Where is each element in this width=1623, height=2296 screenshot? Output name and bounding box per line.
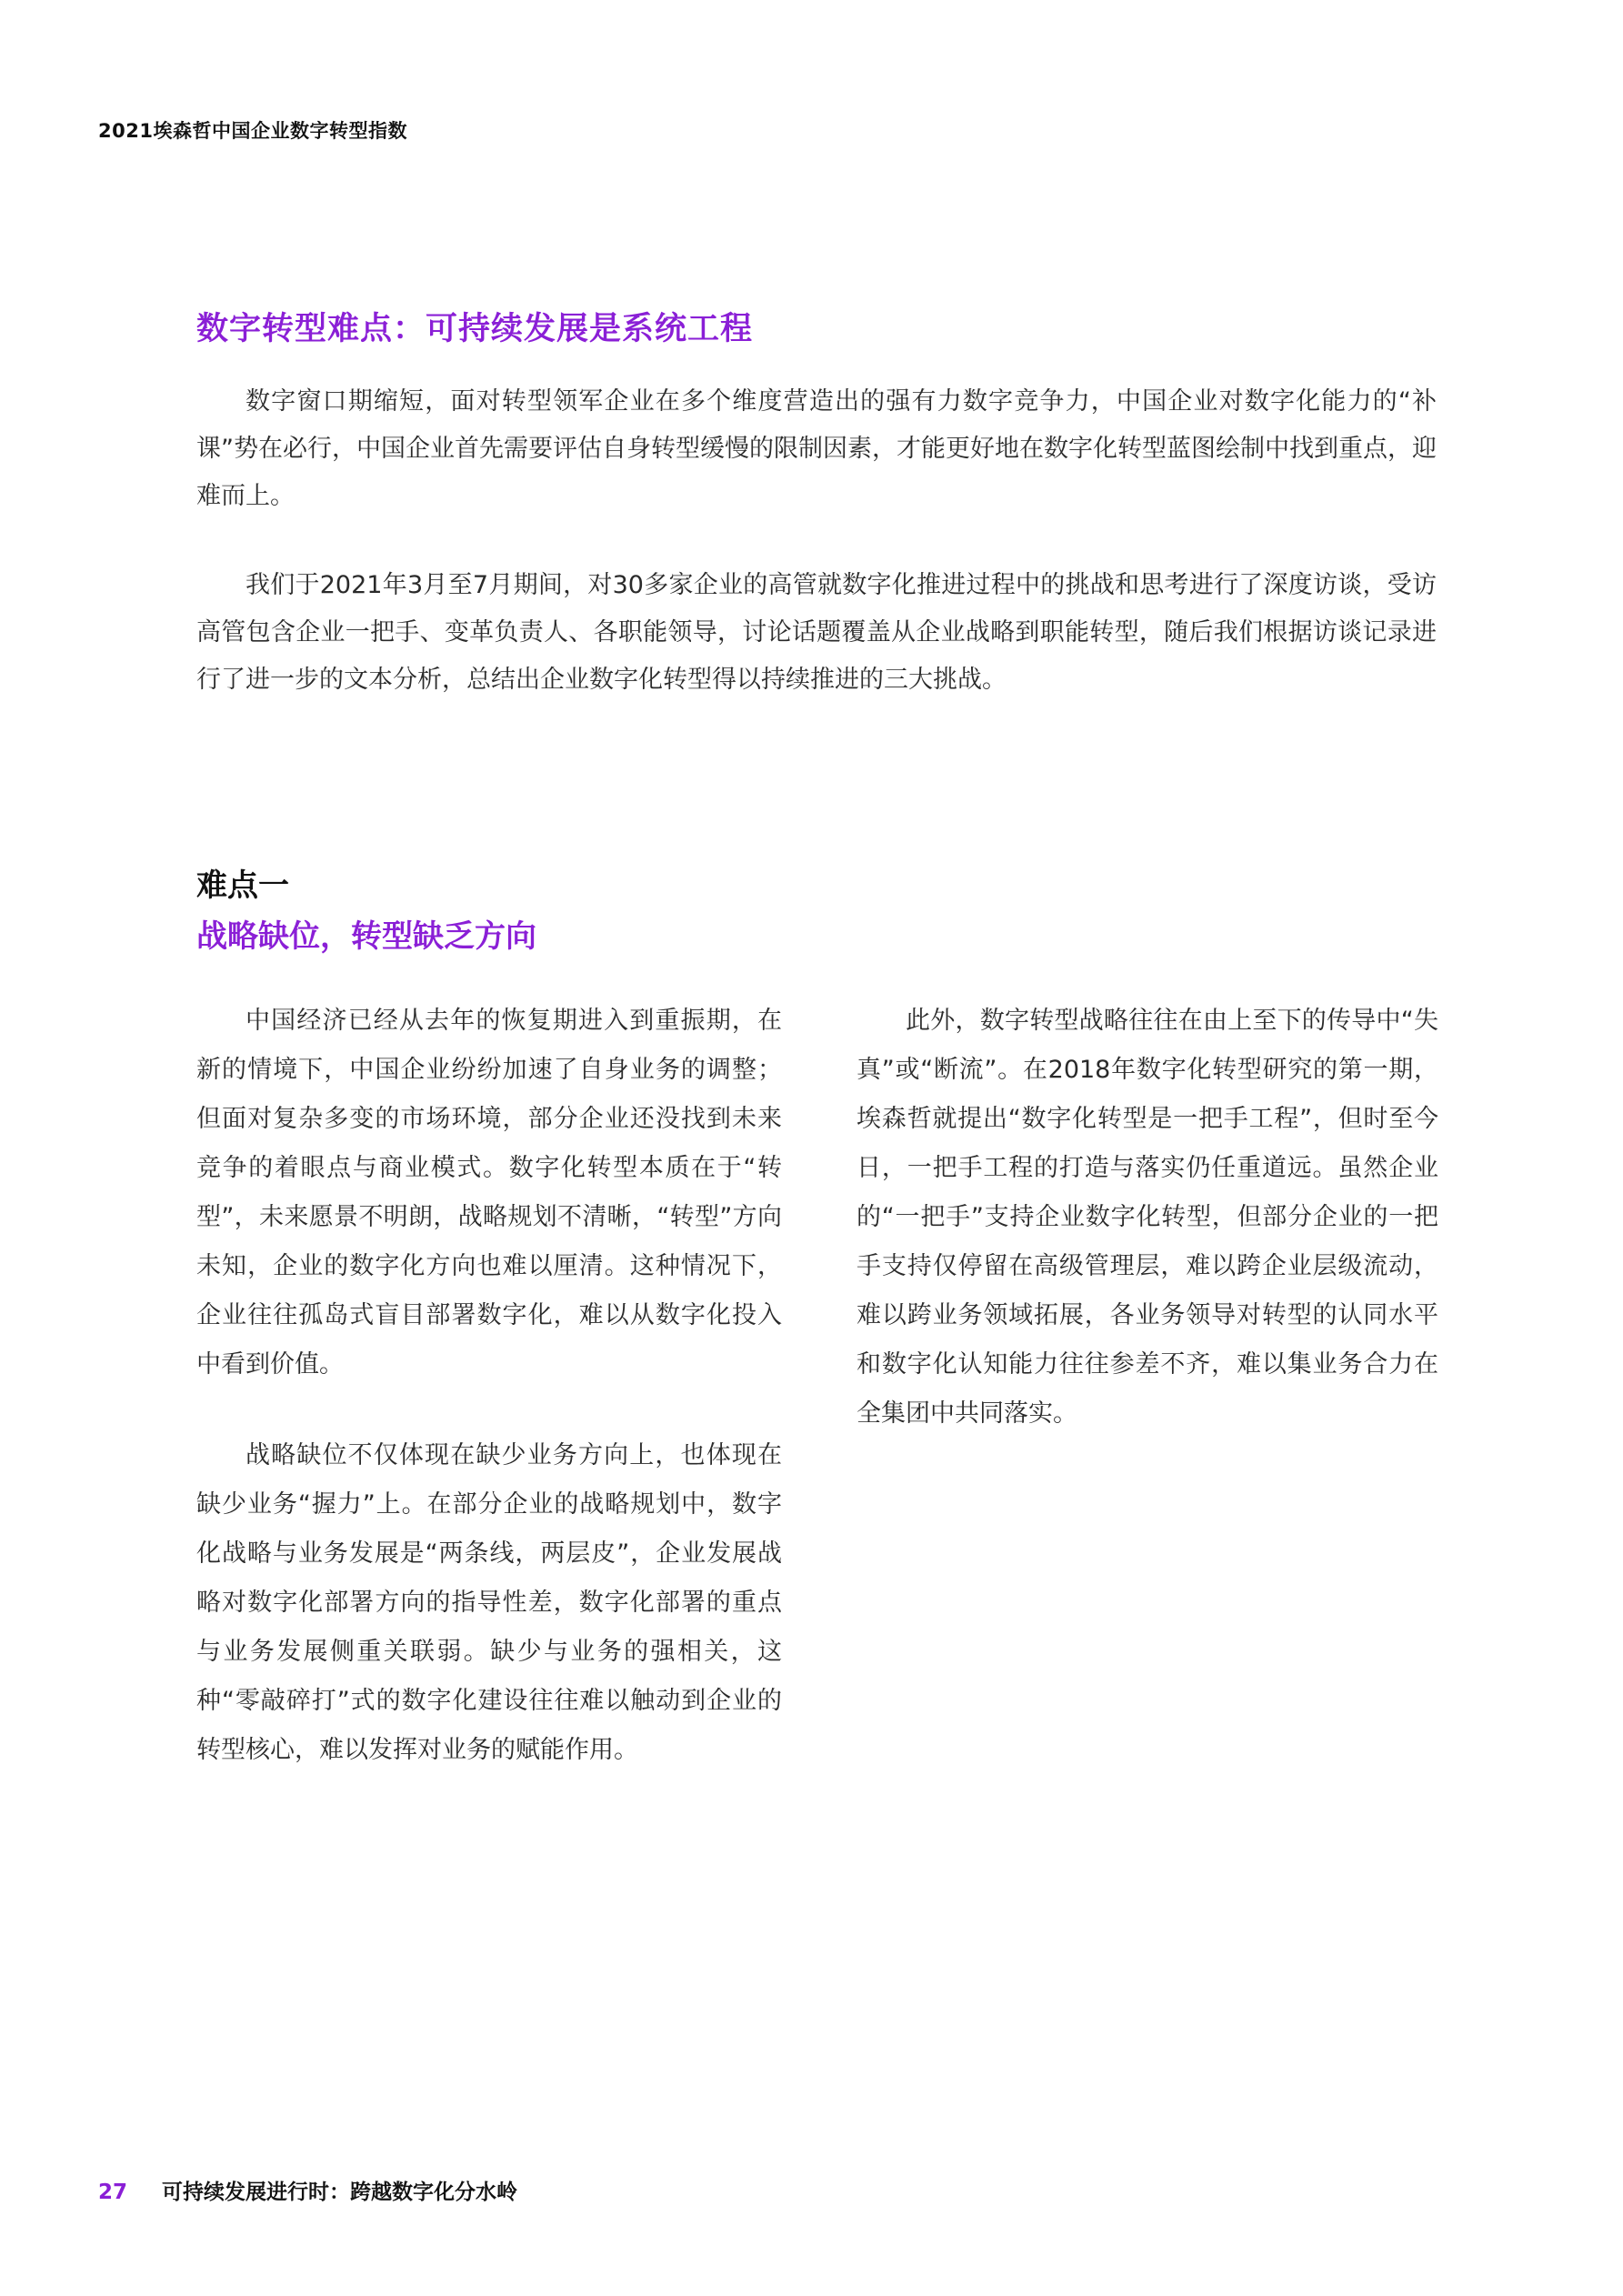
- intro-paragraph-2: 我们于2021年3月至7月期间，对30多家企业的高管就数字化推进过程中的挑战和思考进行了深度访谈，受访高管包含企业一把手、变革负责人、各职能领导，讨论话题覆盖从企业战略到职能转型，随后我们根据访谈记录进行了进一步的文本分析，总结出企业数字化转型得以持续推进的三大挑战。: [196, 571, 1437, 694]
- left-column: [196, 997, 782, 1817]
- footer-report-title: 可持续发展进行时：跨越数字化分水岭: [162, 2181, 518, 2204]
- left-paragraph-1: 中国经济已经从去年的恢复期进入到重振期，在新的情境下，中国企业纷纷加速了自身业务的调整；但面对复杂多变的市场环境，部分企业还没找到未来竞争的着眼点与商业模式。数字化转型本质在于“转型”，未来愿景不明朗，战略规划不清晰，“转型”方向未知，企业的数字化方向也难以厘清。这种情况下，企业往往孤岛式盲目部署数字化，难以从数字化投入中看到价值。: [196, 1007, 782, 1379]
- subsection-title: 战略缺位，转型缺乏方向: [196, 918, 536, 955]
- page-number: 27: [98, 2181, 128, 2204]
- running-header: 2021埃森哲中国企业数字转型指数: [98, 120, 407, 142]
- right-column: [857, 997, 1438, 1480]
- subsection-label: 难点一: [196, 867, 289, 904]
- page-footer: [98, 2175, 517, 2205]
- left-paragraph-2: 战略缺位不仅体现在缺少业务方向上，也体现在缺少业务“握力”上。在部分企业的战略规划中，数字化战略与业务发展是“两条线，两层皮”，企业发展战略对数字化部署方向的指导性差，数字化部署的重点与业务发展侧重关联弱。缺少与业务的强相关，这种“零敲碎打”式的数字化建设往往难以触动到企业的转型核心，难以发挥对业务的赋能作用。: [196, 1441, 782, 1764]
- right-paragraph-1: 此外，数字转型战略往往在由上至下的传导中“失真”或“断流”。在2018年数字化转型研究的第一期，埃森哲就提出“数字化转型是一把手工程”，但时至今日，一把手工程的打造与落实仍任重道远。虽然企业的“一把手”支持企业数字化转型，但部分企业的一把手支持仅停留在高级管理层，难以跨企业层级流动，难以跨业务领域拓展，各业务领导对转型的认同水平和数字化认知能力往往参差不齐，难以集业务合力在全集团中共同落实。: [857, 1007, 1438, 1428]
- section-title: 数字转型难点：可持续发展是系统工程: [196, 311, 754, 347]
- intro-paragraph-1: 数字窗口期缩短，面对转型领军企业在多个维度营造出的强有力数字竞争力，中国企业对数字化能力的“补课”势在必行，中国企业首先需要评估自身转型缓慢的限制因素，才能更好地在数字化转型蓝图绘制中找到重点，迎难而上。: [196, 387, 1437, 510]
